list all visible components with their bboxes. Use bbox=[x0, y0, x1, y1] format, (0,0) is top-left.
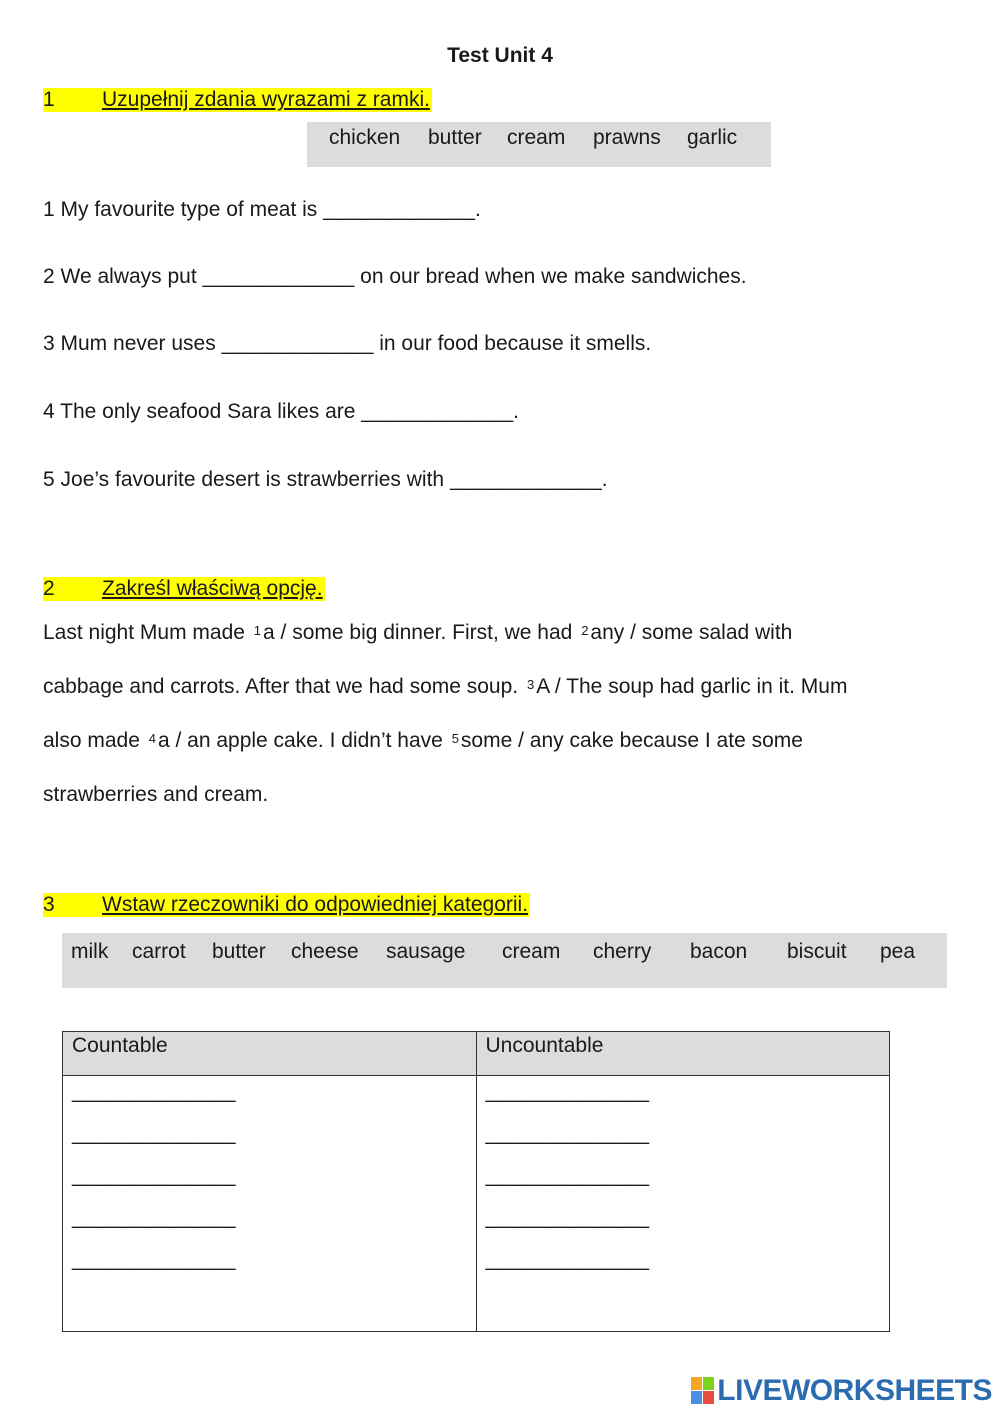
section1-word-box bbox=[307, 122, 771, 167]
gap-number: 4 bbox=[148, 731, 156, 746]
word-box-item: butter bbox=[428, 126, 482, 149]
answer-blank[interactable]: ______________ bbox=[485, 1164, 650, 1187]
logo-square bbox=[703, 1377, 714, 1390]
paragraph-line-3 bbox=[43, 728, 803, 756]
section1-heading bbox=[43, 88, 432, 112]
gap-number: 3 bbox=[526, 677, 535, 692]
word-box-item: cheese bbox=[291, 940, 359, 963]
section1-number: 1 bbox=[43, 88, 55, 111]
word-box-item: butter bbox=[212, 940, 266, 963]
paragraph-line-2 bbox=[43, 674, 847, 702]
answer-blank[interactable]: ______________ bbox=[485, 1122, 650, 1145]
word-box-item: prawns bbox=[593, 126, 661, 149]
choice-option-2[interactable]: any / some salad with bbox=[590, 621, 793, 644]
word-box-item: chicken bbox=[329, 126, 401, 149]
choice-option-1[interactable]: a / some big dinner. First, we had bbox=[263, 621, 573, 644]
word-box-item: sausage bbox=[386, 940, 466, 963]
uncountable-header: Uncountable bbox=[476, 1032, 890, 1076]
word-box-item: garlic bbox=[687, 126, 738, 149]
gap-sentence-1[interactable]: 1 My favourite type of meat is _____________. bbox=[43, 198, 481, 221]
gap-sentence-2[interactable]: 2 We always put _____________ on our bread when we make sandwiches. bbox=[43, 265, 747, 288]
paragraph-text: Last night Mum made bbox=[43, 621, 245, 644]
section2-number: 2 bbox=[43, 577, 55, 600]
gap-number: 2 bbox=[581, 623, 589, 638]
choice-option-3[interactable]: A / The soup had garlic in it. Mum bbox=[536, 675, 848, 698]
logo-square bbox=[703, 1391, 714, 1404]
paragraph-text: cabbage and carrots. After that we had some soup. bbox=[43, 675, 519, 698]
countable-header: Countable bbox=[63, 1032, 477, 1076]
uncountable-column bbox=[476, 1076, 890, 1332]
word-box-item: pea bbox=[880, 940, 916, 963]
answer-blank[interactable]: ______________ bbox=[485, 1206, 650, 1229]
answer-blank[interactable]: ______________ bbox=[72, 1122, 236, 1145]
countable-column bbox=[63, 1076, 477, 1332]
choice-option-4[interactable]: a / an apple cake. I didn’t have bbox=[157, 729, 443, 752]
word-box-item: cherry bbox=[593, 940, 652, 963]
word-box-item: carrot bbox=[132, 940, 186, 963]
gap-number: 5 bbox=[451, 731, 459, 746]
section1-instruction: Uzupełnij zdania wyrazami z ramki. bbox=[102, 88, 430, 111]
answer-blank[interactable]: ______________ bbox=[72, 1206, 236, 1229]
gap-sentence-3[interactable]: 3 Mum never uses _____________ in our food because it smells. bbox=[43, 332, 652, 355]
gap-sentence-5[interactable]: 5 Joe’s favourite desert is strawberries with _____________. bbox=[43, 468, 608, 491]
logo-square bbox=[691, 1377, 702, 1390]
section3-number: 3 bbox=[43, 893, 55, 916]
section2-instruction: Zakreśl właściwą opcję. bbox=[102, 577, 323, 600]
word-box-item: biscuit bbox=[787, 940, 847, 963]
page-title: Test Unit 4 bbox=[447, 44, 553, 67]
section3-word-box bbox=[62, 933, 947, 988]
word-box-item: cream bbox=[502, 940, 561, 963]
section3-instruction: Wstaw rzeczowniki do odpowiedniej kategorii. bbox=[102, 893, 529, 916]
paragraph-text: also made bbox=[43, 729, 140, 752]
logo-square bbox=[691, 1391, 702, 1404]
answer-blank[interactable]: ______________ bbox=[485, 1248, 650, 1271]
liveworksheets-logo bbox=[691, 1374, 992, 1408]
paragraph-line-4: strawberries and cream. bbox=[43, 783, 269, 806]
liveworksheets-logo-icon bbox=[691, 1377, 715, 1405]
section3-heading bbox=[43, 893, 530, 917]
paragraph-line-1 bbox=[43, 620, 792, 648]
section2-heading bbox=[43, 577, 325, 601]
word-box-item: cream bbox=[507, 126, 566, 149]
category-table bbox=[62, 1031, 890, 1332]
answer-blank[interactable]: ______________ bbox=[72, 1248, 236, 1271]
word-box-item: bacon bbox=[690, 940, 748, 963]
word-box-item: milk bbox=[71, 940, 109, 963]
gap-number: 1 bbox=[253, 623, 262, 638]
answer-blank[interactable]: ______________ bbox=[72, 1164, 236, 1187]
answer-blank[interactable]: ______________ bbox=[485, 1080, 650, 1103]
choice-option-5[interactable]: some / any cake because I ate some bbox=[460, 729, 803, 752]
logo-text: LIVEWORKSHEETS bbox=[717, 1374, 992, 1407]
gap-sentence-4[interactable]: 4 The only seafood Sara likes are _____________. bbox=[43, 400, 519, 423]
answer-blank[interactable]: ______________ bbox=[72, 1080, 236, 1103]
